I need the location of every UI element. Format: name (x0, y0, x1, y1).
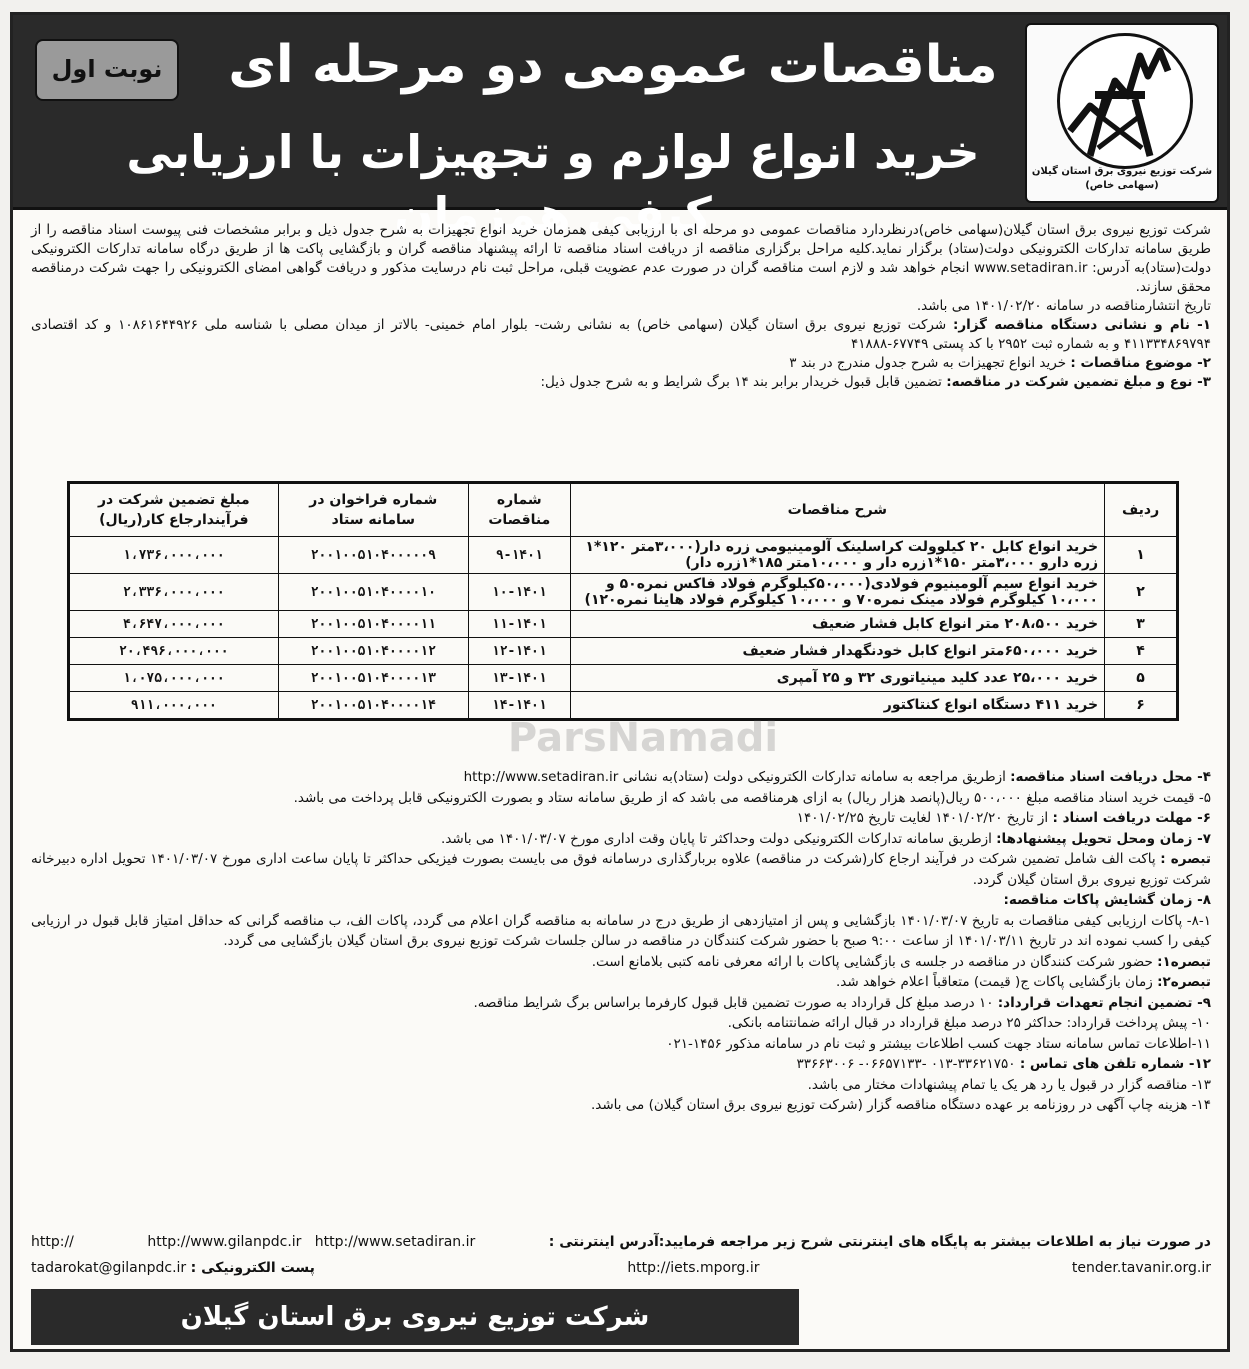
main-title: مناقصات عمومی دو مرحله ای (228, 35, 998, 95)
table-row: ۱ خرید انواع کابل ۲۰ کیلوولت کراسلینک آلومینیومی زره دار(۳،۰۰۰متر ۱۲۰*۱ زره دارو ۳،۰۰۰متر ۱۵۰*۱زره دار و ۱۰،۰۰۰متر ۱۸۵*۱زره دار) ۹-۱۴۰۱ ۲۰۰۱۰۰۵۱۰۴۰۰۰۰۰۹ ۱،۷۳۶،۰۰۰،۰۰۰ (69, 537, 1178, 574)
table-header-row (69, 483, 1178, 537)
note-7: تبصره : پاکت الف شامل تضمین شرکت در فرآیند ارجاع کار(شرکت در مناقصه) علاوه بربارگذاری درسامانه فوق می بایست بصورت فیزیکی حداکثر تا پایان ساعت اداری مورخ ۱۴۰۱/۰۳/۰۷ تحویل اداره دبیرخانه شرکت توزیع نیروی برق استان گیلان گردد. (31, 851, 1211, 888)
table-row: ۳ خرید ۲۰۸،۵۰۰ متر انواع کابل فشار ضعیف ۱۱-۱۴۰۱ ۲۰۰۱۰۰۵۱۰۴۰۰۰۰۱۱ ۴،۶۴۷،۰۰۰،۰۰۰ (69, 611, 1178, 638)
table-row: ۲ خرید انواع سیم آلومینیوم فولادی(۵۰،۰۰۰کیلوگرم فولاد فاکس نمره۵۰ و ۱۰،۰۰۰ کیلوگرم فولاد مینک نمره۷۰ و ۱۰،۰۰۰ کیلوگرم فولاد هاینا نمره۱۲۰) ۱۰-۱۴۰۱ ۲۰۰۱۰۰۵۱۰۴۰۰۰۰۱۰ ۲،۳۳۶،۰۰۰،۰۰۰ (69, 574, 1178, 611)
footer-company-bar: شرکت توزیع نیروی برق استان گیلان (31, 1289, 799, 1345)
section-12: ۱۲- شماره تلفن های تماس : ۳۳۶۲۱۷۵۰-۰۱۳ -۰۶۶۵۷۱۳۳- ۳۳۶۶۳۰۰۶ (796, 1056, 1211, 1072)
section-3: ۳- نوع و مبلغ تضمین شرکت در مناقصه: تضمین قابل قبول خریدار برابر بند ۱۴ برگ شرایط و به شرح جدول ذیل: (540, 374, 1211, 390)
section-11: ۱۱-اطلاعات تماس سامانه ستاد جهت کسب اطلاعات بیشتر و ثبت نام در سامانه مذکور ۱۴۵۶-۰۲۱ (666, 1035, 1211, 1052)
header-banner (13, 15, 1227, 241)
section-5: ۵- قیمت خرید اسناد مناقصه مبلغ ۵۰۰،۰۰۰ ریال(پانصد هزار ریال) به ازای هرمناقصه می باشد که از طریق سامانه ستاد و بصورت الکترونیکی قابل پرداخت می باشد. (293, 789, 1211, 806)
col-desc: شرح مناقصات (570, 483, 1105, 537)
note-8-1: تبصره۱: حضور شرکت کنندگان در مناقصه در جلسه ی بازگشایی پاکات با ارائه معرفی نامه کتبی بلامانع است. (591, 953, 1211, 970)
company-logo (1025, 23, 1219, 203)
conditions-text (31, 767, 1211, 1116)
publish-date: تاریخ انتشارمناقصه در سامانه ۱۴۰۱/۰۲/۲۰ می باشد. (916, 298, 1211, 314)
note-8-2: تبصره۲: زمان بازگشایی پاکات ج( قیمت) متعاقباً اعلام خواهد شد. (835, 974, 1211, 990)
section-14: ۱۴- هزینه چاپ آگهی در روزنامه بر عهده دستگاه مناقصه گزار (شرکت توزیع نیروی برق استان گیلان) می باشد. (590, 1097, 1211, 1113)
table-row: ۶ خرید ۴۱۱ دستگاه انواع کنتاکتور ۱۴-۱۴۰۱ ۲۰۰۱۰۰۵۱۰۴۰۰۰۰۱۴ ۹۱۱،۰۰۰،۰۰۰ (69, 692, 1178, 720)
section-8-1: ۸-۱- پاکات ارزیابی کیفی مناقصات به تاریخ ۱۴۰۱/۰۳/۰۷ بازگشایی و پس از امتیازدهی از طریق درج در سامانه به مناقصه گران اعلام می گردد، پاکات الف، ب مناقصه گرانی که حداقل امتیاز قابل قبول در ارزیابی کیفی را کسب نموده اند در تاریخ ۱۴۰۱/۰۳/۱۱ از ساعت ۹:۰۰ صبح با حضور شرکت کنندگان در مناقصه در سالن جلسات شرکت توزیع نیروی برق استان گیلان بازگشایی می گردد. (31, 912, 1211, 949)
intro-paragraph: شرکت توزیع نیروی برق استان گیلان(سهامی خاص)درنظردارد مناقصات عمومی دو مرحله ای با ارزیابی کیفی همزمان خرید انواع تجهیزات به شرح جدول ذیل و برابر مشخصات فنی پیوست اسناد مناقصه را از طریق سامانه تدارکات الکترونیکی دولت(ستاد) برگزار نماید.کلیه مراحل برگزاری مناقصه از دریافت اسناد مناقصه تا ارائه پیشنهاد مناقصه گران و بازگشایی پاکت ها از طریق درگاه سامانه تدارکات الکترونیکی دولت(ستاد)به آدرس: www.setadiran.ir انجام خواهد شد و لازم است مناقصه گران در صورت عدم عضویت قبلی، مراحل ثبت نام درسایت مذکور و دریافت گواهی امضای الکترونیکی را جهت شرکت درمناقصه محقق سازند. (31, 222, 1211, 295)
email-link[interactable]: tadarokat@gilanpdc.ir (31, 1260, 187, 1276)
section-1: ۱- نام و نشانی دستگاه مناقصه گزار: شرکت توزیع نیروی برق استان گیلان (سهامی خاص) به نشانی رشت- بلوار امام خمینی- بالاتر از میدان مصلی با شناسه ملی ۱۰۸۶۱۶۴۴۹۲۶ و کد اقتصادی ۴۱۱۳۳۴۸۶۹۷۹۴ و به شماره ثبت ۲۹۵۲ با کد پستی ۶۷۷۴۹-۴۱۸۸۸ (31, 317, 1211, 352)
tavanir-link[interactable]: tender.tavanir.org.ir (1071, 1260, 1211, 1276)
iets-link[interactable]: http://iets.mporg.ir (627, 1260, 760, 1276)
lightning-tower-icon (1057, 33, 1193, 169)
table-row: ۵ خرید ۲۵،۰۰۰ عدد کلید مینیاتوری ۳۲ و ۲۵ آمپری ۱۳-۱۴۰۱ ۲۰۰۱۰۰۵۱۰۴۰۰۰۰۱۳ ۱،۰۷۵،۰۰۰،۰۰۰ (69, 665, 1178, 692)
section-9: ۹- تضمین انجام تعهدات قرارداد: ۱۰ درصد مبلغ کل قرارداد به صورت تضمین قابل قبول کارفرما براساس برگ شرایط مناقصه. (473, 994, 1211, 1011)
section-4: ۴- محل دریافت اسناد مناقصه: ازطریق مراجعه به سامانه تدارکات الکترونیکی دولت (ستاد)به نشانی http://www.setadiran.ir (463, 769, 1211, 785)
col-tender-no: شماره مناقصات (468, 483, 570, 537)
section-6: ۶- مهلت دریافت اسناد : از تاریخ ۱۴۰۱/۰۲/۲۰ لغایت تاریخ ۱۴۰۱/۰۲/۲۵ (796, 810, 1211, 826)
section-8: ۸- زمان گشایش پاکات مناقصه: (1003, 892, 1211, 908)
section-13: ۱۳- مناقصه گزار در قبول یا رد هر یک یا تمام پیشنهادات مختار می باشد. (807, 1076, 1211, 1093)
section-2: ۲- موضوع مناقصات : خرید انواع تجهیزات به شرح جدول مندرج در بند ۳ (789, 355, 1211, 371)
col-call-no: شماره فراخوان در سامانه ستاد (278, 483, 468, 537)
watermark: ParsNamadi (507, 715, 779, 761)
sub-title: خرید انواع لوازم و تجهیزات با ارزیابی کیفی همزمان (126, 125, 980, 241)
http-link[interactable]: http:// (31, 1234, 74, 1250)
intro-text (31, 221, 1211, 392)
turn-badge: نوبت اول (35, 39, 179, 101)
setadiran-link[interactable]: http://www.setadiran.ir (314, 1234, 476, 1250)
logo-caption: شرکت توزیع نیروی برق استان گیلان (سهامی خاص) (1031, 166, 1213, 191)
links-block (31, 1229, 1211, 1281)
section-10: ۱۰- پیش پرداخت قرارداد: حداکثر ۲۵ درصد مبلغ قرارداد در قبال ارائه ضمانتنامه بانکی. (727, 1015, 1211, 1031)
tenders-table (67, 481, 1179, 721)
links-intro: در صورت نیاز به اطلاعات بیشتر به پایگاه های اینترنتی شرح زیر مراجعه فرمایید:آدرس اینترنتی : (548, 1234, 1211, 1250)
col-guarantee: مبلغ تضمین شرکت در فرآیندارجاع کار(ریال) (69, 483, 279, 537)
advertisement-frame (10, 12, 1230, 1352)
table-row: ۴ خرید ۶۵۰،۰۰۰متر انواع کابل خودنگهدار فشار ضعیف ۱۲-۱۴۰۱ ۲۰۰۱۰۰۵۱۰۴۰۰۰۰۱۲ ۲۰،۴۹۶،۰۰۰،۰۰۰ (69, 638, 1178, 665)
section-7: ۷- زمان ومحل تحویل پیشنهادها: ازطریق سامانه تدارکات الکترونیکی دولت وحداکثر تا پایان وقت اداری مورخ ۱۴۰۱/۰۳/۰۷ می باشد. (441, 830, 1211, 847)
gilanpdc-link[interactable]: http://www.gilanpdc.ir (147, 1234, 302, 1250)
col-row: ردیف (1105, 483, 1178, 537)
email-label: پست الکترونیکی : (190, 1260, 315, 1276)
